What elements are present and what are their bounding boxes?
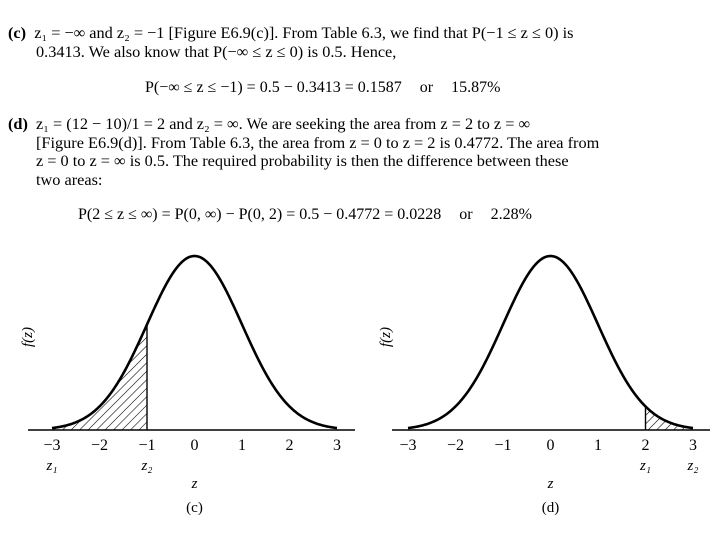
part-d-paragraph [8, 115, 696, 189]
x-tick-label: −2 [90, 437, 109, 454]
part-c-label: (c) [8, 23, 27, 42]
part-d-equation-or: or [459, 206, 473, 223]
part-d-equation-text: P(2 ≤ z ≤ ∞) = P(0, ∞) − P(0, 2) = 0.5 − 0.4772 = 0.0228 [78, 206, 442, 223]
x-axis-label: z [191, 476, 198, 492]
x-tick-label: 0 [546, 437, 555, 454]
part-d-line-1-text: z₁ = (12 − 10)/1 = 2 and z₂ = ∞. We are seeking the area from z = 2 to z = ∞ [36, 114, 531, 133]
normal-curve-figures [0, 225, 720, 540]
part-c-paragraph [8, 24, 696, 61]
part-c-line-2: 0.3413. We also know that P(−∞ ≤ z ≤ 0) is 0.5. Hence, [36, 41, 397, 61]
part-d-line-2: [Figure E6.9(d)]. From Table 6.3, the area from z = 0 to z = 2 is 0.4772. The area from [36, 132, 600, 152]
x-axis-label: z [547, 476, 554, 492]
boundary-label: z₂ [141, 458, 153, 474]
part-d-equation [78, 206, 532, 224]
panel-caption: (d) [541, 500, 560, 516]
x-tick-label: 3 [689, 437, 697, 454]
x-tick-label: 0 [190, 437, 199, 454]
normal-density-curve [52, 256, 337, 428]
part-c-equation-text: P(−∞ ≤ z ≤ −1) = 0.5 − 0.3413 = 0.1587 [145, 79, 402, 96]
x-tick-label: 1 [594, 437, 602, 454]
part-c-equation [145, 79, 500, 97]
part-c-equation-percent: 15.87% [451, 79, 501, 96]
boundary-label: z₂ [687, 458, 699, 474]
normal-density-curve [408, 256, 693, 428]
y-axis-label: f(z) [20, 327, 36, 347]
part-d-equation-percent: 2.28% [490, 206, 532, 223]
part-d-line-1 [8, 115, 696, 134]
x-tick-label: −3 [399, 437, 417, 454]
x-tick-label: 2 [285, 437, 294, 454]
x-tick-label: 3 [333, 437, 341, 454]
boundary-label: z₁ [639, 458, 652, 474]
part-d-line-3: z = 0 to z = ∞ is 0.5. The required probability is then the difference between these [36, 151, 569, 170]
part-c-equation-or: or [419, 79, 434, 96]
x-tick-label: 1 [238, 437, 246, 454]
x-tick-label: −3 [43, 437, 61, 454]
normal-curve-panel-c [20, 256, 355, 516]
y-axis-label: f(z) [378, 327, 394, 347]
x-tick-label: 2 [641, 437, 650, 454]
boundary-label: z₁ [46, 458, 58, 474]
x-tick-label: −1 [138, 437, 156, 454]
part-d-label: (d) [8, 114, 28, 133]
normal-curve-panel-d [378, 256, 710, 516]
x-tick-label: −1 [494, 437, 512, 454]
panel-caption: (c) [186, 500, 203, 516]
part-c-line-1-text: z₁ = −∞ and z₂ = −1 [Figure E6.9(c)]. From Table 6.3, we find that P(−1 ≤ z ≤ 0) is [34, 23, 574, 42]
x-tick-label: −2 [446, 437, 465, 454]
part-c-line-1 [8, 24, 696, 43]
part-d-line-4: two areas: [36, 169, 103, 189]
shaded-region [52, 324, 147, 430]
